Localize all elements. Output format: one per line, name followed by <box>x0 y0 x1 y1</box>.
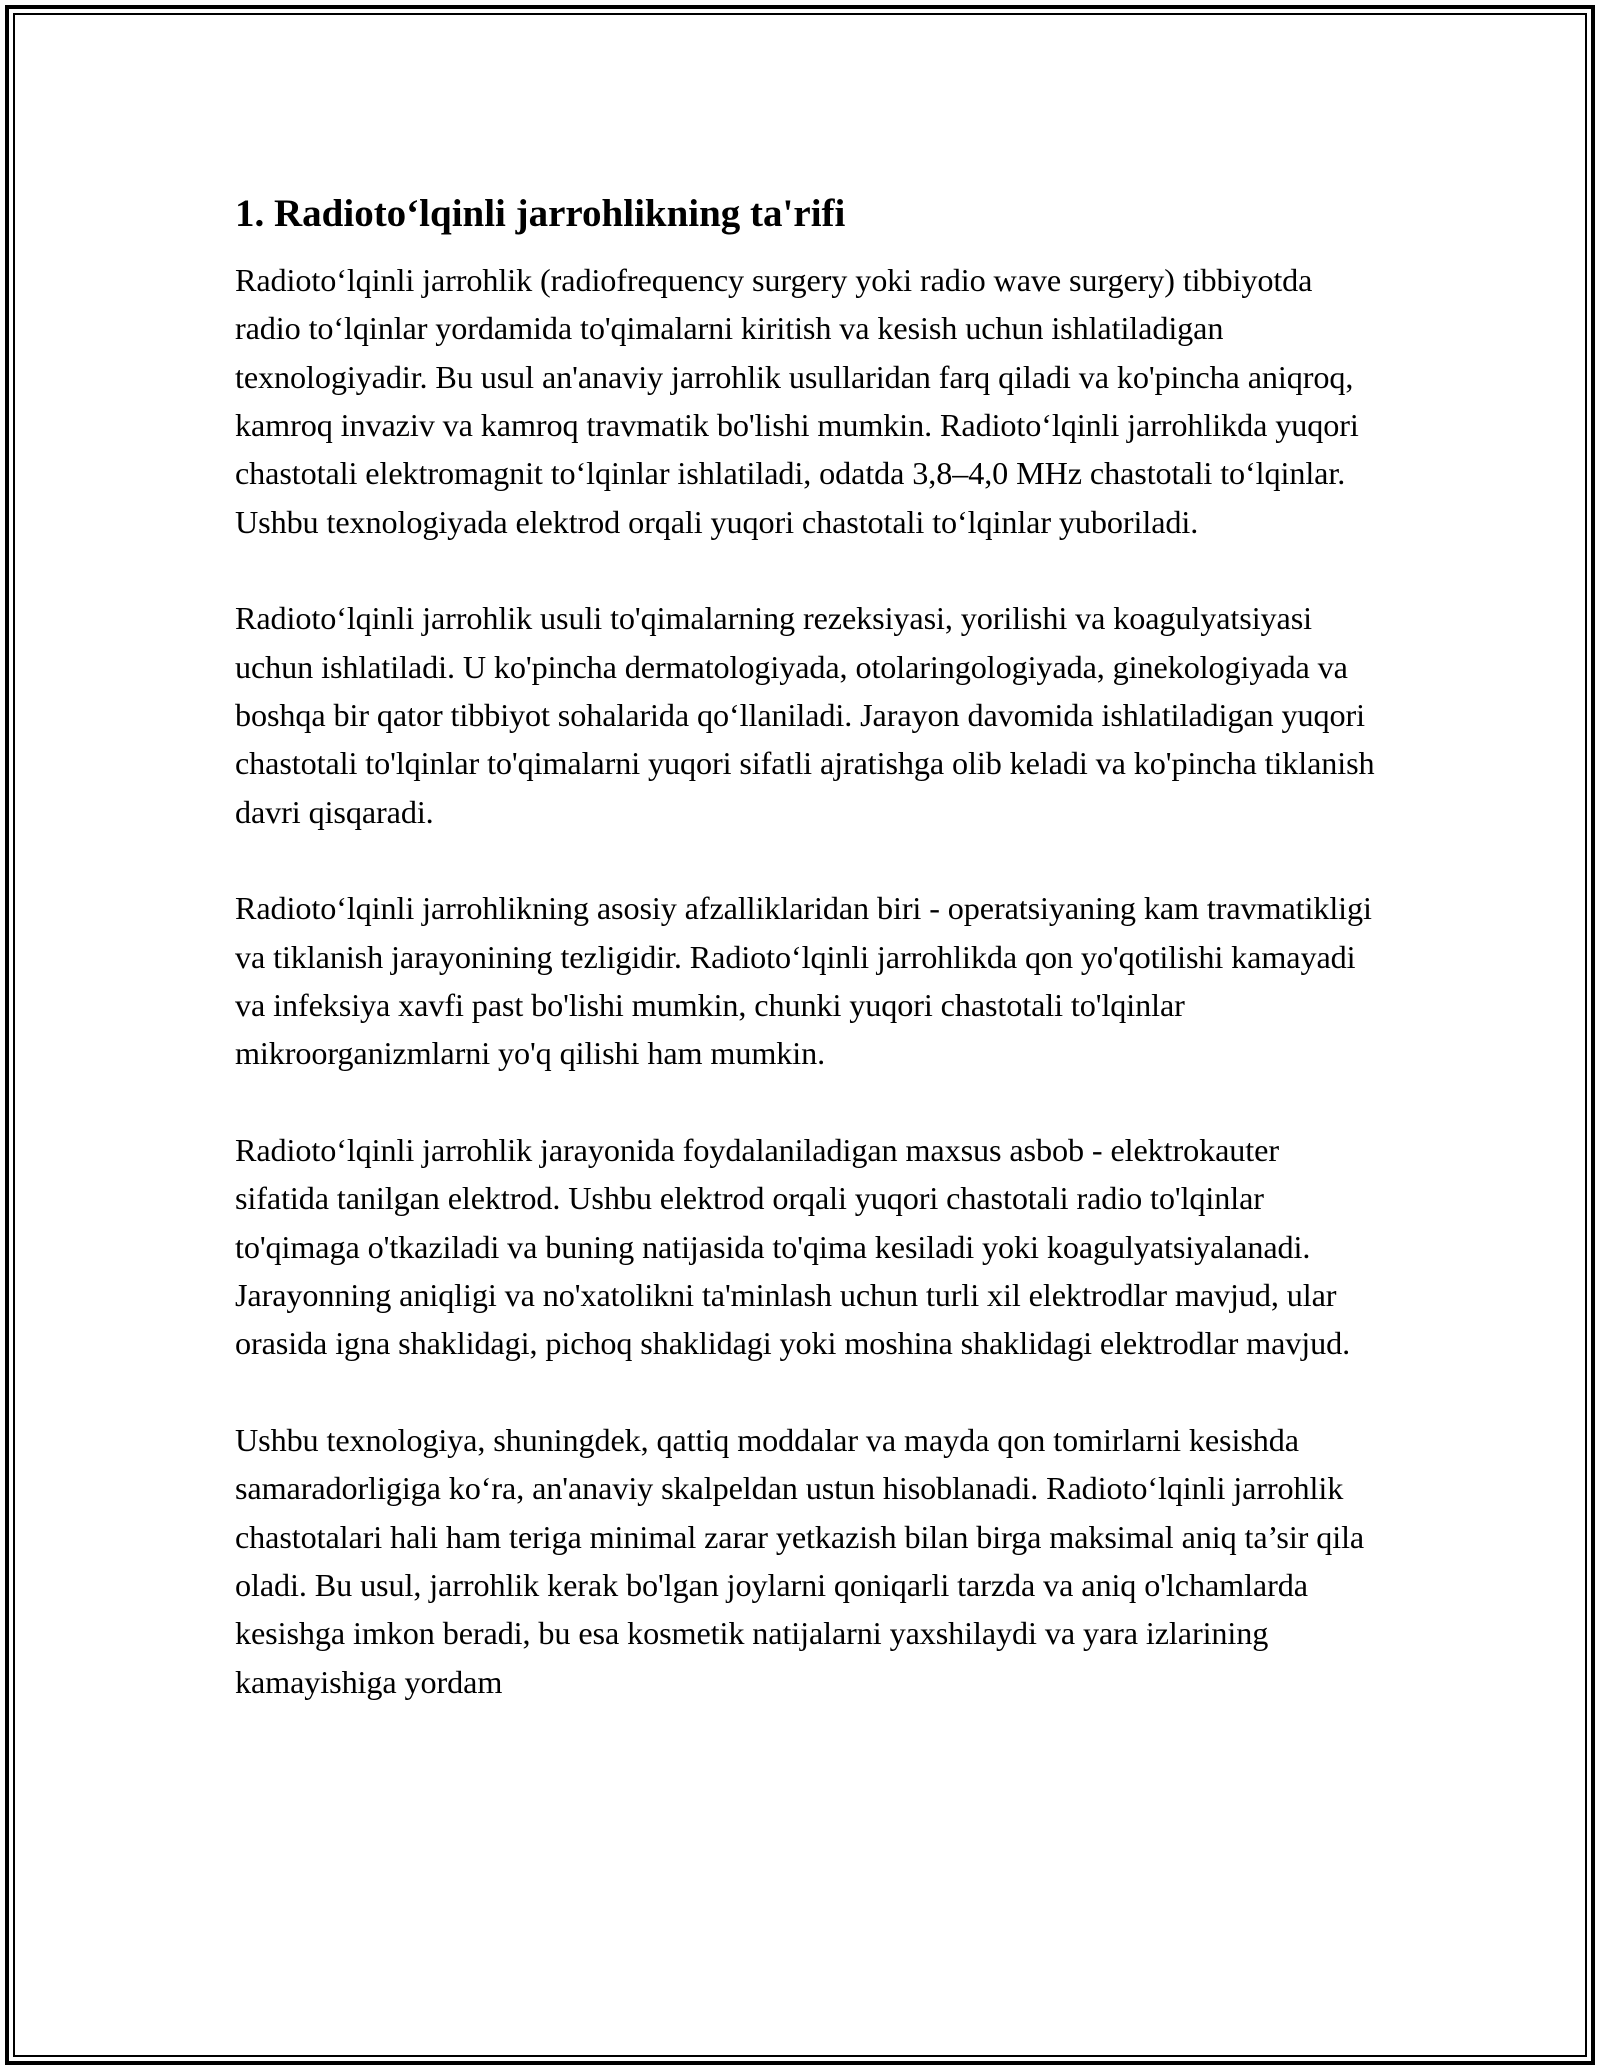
paragraph-advantages: Radioto‘lqinli jarrohlikning asosiy afzalliklaridan biri - operatsiyaning kam travmatikligi va tiklanish jarayonining tezligidir. Radioto‘lqinli jarrohlikda qon yo'qotilishi kamayadi va infeksiya xavfi past bo'lishi mumkin, chunki yuqori chastotali to'lqinlar mikroorganizmlarni yo'q qilishi ham mumkin. <box>235 890 1372 1072</box>
document-body <box>235 188 1380 1706</box>
paragraph-applications: Radioto‘lqinli jarrohlik usuli to'qimalarning rezeksiyasi, yorilishi va koagulyatsiyasi uchun ishlatiladi. U ko'pincha dermatologiyada, otolaringologiyada, ginekologiyada va boshqa bir qator tibbiyot sohalarida qo‘llaniladi. Jarayon davomida ishlatiladigan yuqori chastotali to'lqinlar to'qimalarni yuqori sifatli ajratishga olib keladi va ko'pincha tiklanish davri qisqaradi. <box>235 600 1375 830</box>
page-title: 1. Radioto‘lqinli jarrohlikning ta'rifi <box>235 192 846 235</box>
paragraph-electrode: Radioto‘lqinli jarrohlik jarayonida foydalaniladigan maxsus asbob - elektrokauter sifatida tanilgan elektrod. Ushbu elektrod orqali yuqori chastotali radio to'lqinlar to'qimaga o'tkaziladi va buning natijasida to'qima kesiladi yoki koagulyatsiyalanadi. Jarayonning aniqligi va no'xatolikni ta'minlash uchun turli xil elektrodlar mavjud, ular orasida igna shaklidagi, pichoq shaklidagi yoki moshina shaklidagi elektrodlar mavjud. <box>235 1131 1351 1362</box>
paragraph-comparison: Ushbu texnologiya, shuningdek, qattiq moddalar va mayda qon tomirlarni kesishda samaradorligiga ko‘ra, an'anaviy skalpeldan ustun hisoblanadi. Radioto‘lqinli jarrohlik chastotalari hali ham teriga minimal zarar yetkazish bilan birga maksimal aniq ta’sir qila oladi. Bu usul, jarrohlik kerak bo'lgan joylarni qoniqarli tarzda va aniq o'lchamlarda kesishga imkon beradi, bu esa kosmetik natijalarni yaxshilaydi va yara izlarining kamayishiga yordam <box>235 1421 1365 1700</box>
paragraph-definition: Radioto‘lqinli jarrohlik (radiofrequency surgery yoki radio wave surgery) tibbiyotda radio to‘lqinlar yordamida to'qimalarni kiritish va kesish uchun ishlatiladigan texnologiyadir. Bu usul an'anaviy jarrohlik usullaridan farq qiladi va ko'pincha aniqroq, kamroq invaziv va kamroq travmatik bo'lishi mumkin. Radioto‘lqinli jarrohlikda yuqori chastotali elektromagnit to‘lqinlar ishlatiladi, odatda 3,8–4,0 MHz chastotali to‘lqinlar. Ushbu texnologiyada elektrod orqali yuqori chastotali to‘lqinlar yuboriladi. <box>235 262 1359 540</box>
